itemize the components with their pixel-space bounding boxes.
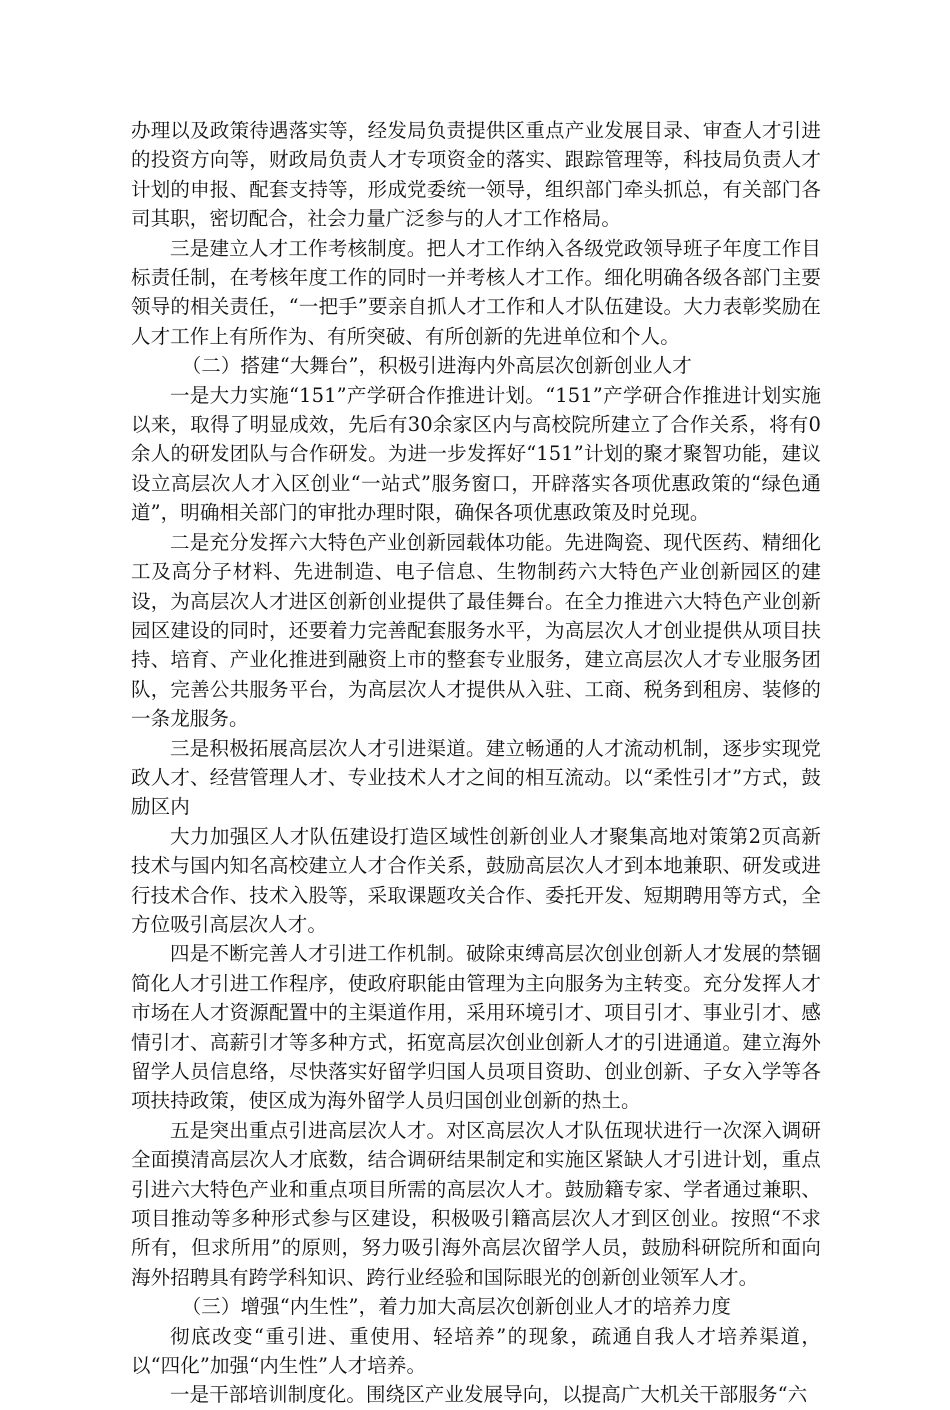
paragraph-key-talent: 五是突出重点引进高层次人才。对区高层次人才队伍现状进行一次深入调研全面摸清高层次人才底数，结合调研结果制定和实施区紧缺人才引进计划，重点引进六大特色产业和重点项目所需的高层次人才。鼓励籍专家、学者通过兼职、项目推动等多种形式参与区建设，积极吸引籍高层次人才到区创业。按照“不求所有，但求所用”的原则，努力吸引海外高层次留学人员，鼓励科研院所和面向海外招聘具有跨学科知识、跨行业经验和国际眼光的创新创业领军人才。 [131,1118,821,1289]
paragraph-151-plan: 一是大力实施“151”产学研合作推进计划。“151”产学研合作推进计划实施以来，取得了明显成效，先后有30余家区内与高校院所建立了合作关系，将有0余人的研发团队与合作研发。为进一步发挥好“151”计划的聚才聚智功能，建议设立高层次人才入区创业“一站式”服务窗口，开辟落实各项优惠政策的“绿色通道”，明确相关部门的审批办理时限，确保各项优惠政策及时兑现。 [131,383,821,525]
paragraph-page2-continuation: 大力加强区人才队伍建设打造区域性创新创业人才聚集高地对策第2页高新技术与国内知名高校建立人才合作关系，鼓励高层次人才到本地兼职、研发或进行技术合作、技术入股等，采取课题攻关合作、委托开发、短期聘用等方式，全方位吸引高层次人才。 [131,824,821,936]
paragraph-assessment-system: 三是建立人才工作考核制度。把人才工作纳入各级党政领导班子年度工作目标责任制，在考核年度工作的同时一并考核人才工作。细化明确各级各部门主要领导的相关责任，“一把手”要亲自抓人才工作和人才队伍建设。大力表彰奖励在人才工作上有所作为、有所突破、有所创新的先进单位和个人。 [131,236,821,348]
paragraph-channels: 三是积极拓展高层次人才引进渠道。建立畅通的人才流动机制，逐步实现党政人才、经营管理人才、专业技术人才之间的相互流动。以“柔性引才”方式，鼓励区内 [131,736,821,819]
paragraph-mechanism: 四是不断完善人才引进工作机制。破除束缚高层次创业创新人才发展的禁锢简化人才引进工作程序，使政府职能由管理为主向服务为主转变。充分发挥人才市场在人才资源配置中的主渠道作用，采用环境引才、项目引才、事业引才、感情引才、高薪引才等多种方式，拓宽高层次创业创新人才的引进通道。建立海外留学人员信息络，尽快落实好留学归国人员项目资助、创业创新、子女入学等各项扶持政策，使区成为海外留学人员归国创业创新的热土。 [131,942,821,1113]
paragraph-continuation: 办理以及政策待遇落实等，经发局负责提供区重点产业发展目录、审查人才引进的投资方向等，财政局负责人才专项资金的落实、跟踪管理等，科技局负责人才计划的申报、配套支持等，形成党委统一领导，组织部门牵头抓总，有关部门各司其职，密切配合，社会力量广泛参与的人才工作格局。 [131,119,821,231]
body-text [131,116,821,1410]
section-heading-2: （二）搭建“大舞台”，积极引进海内外高层次创新创业人才 [181,354,692,378]
paragraph-cadre-training: 一是干部培训制度化。围绕区产业发展导向，以提高广大机关干部服务“六 [170,1383,808,1407]
paragraph-six-parks: 二是充分发挥六大特色产业创新园载体功能。先进陶瓷、现代医药、精细化工及高分子材料、先进制造、电子信息、生物制药六大特色产业创新园区的建设，为高层次人才进区创新创业提供了最佳舞台。在全力推进六大特色产业创新园区建设的同时，还要着力完善配套服务水平，为高层次人才创业提供从项目扶持、培育、产业化推进到融资上市的整套专业服务，建立高层次人才专业服务团队，完善公共服务平台，为高层次人才提供从入驻、工商、税务到租房、装修的一条龙服务。 [131,530,821,731]
paragraph-cultivation: 彻底改变“重引进、重使用、轻培养”的现象，疏通自我人才培养渠道，以“四化”加强“内生性”人才培养。 [131,1324,821,1378]
section-heading-3: （三）增强“内生性”，着力加大高层次创新创业人才的培养力度 [181,1295,732,1319]
